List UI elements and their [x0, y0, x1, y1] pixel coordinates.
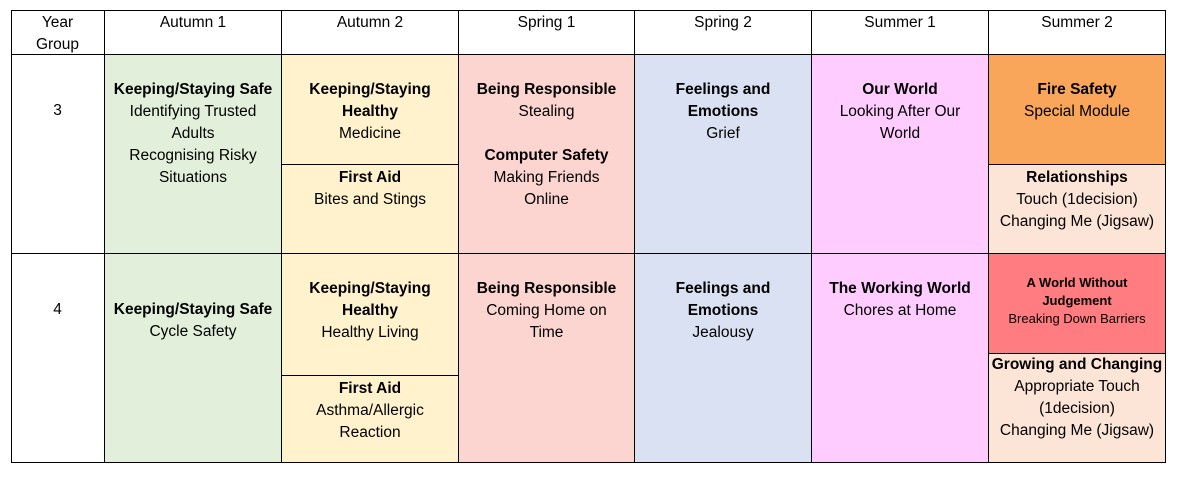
year-4-spring-2 — [635, 254, 812, 463]
header-summer-1 — [812, 10, 989, 55]
topic-title: Emotions — [687, 302, 759, 319]
topic-title: Fire Safety — [1037, 81, 1117, 98]
topic-line: Breaking Down Barriers — [1008, 311, 1146, 326]
topic-title: Keeping/Staying — [309, 81, 431, 98]
curriculum-table — [11, 10, 1166, 463]
topic-title: Feelings and — [675, 81, 771, 98]
year-4-autumn-2-top — [282, 254, 459, 376]
year-4-spring-1 — [459, 254, 635, 463]
topic-title: Judgement — [1042, 293, 1112, 308]
topic-title: Healthy — [342, 103, 398, 120]
topic-line: Healthy Living — [321, 324, 419, 341]
topic-line: Changing Me (Jigsaw) — [999, 422, 1155, 439]
topic-line: Medicine — [338, 125, 402, 142]
topic-title: Our World — [862, 81, 938, 98]
year-4-summer-2-top — [989, 254, 1166, 354]
year-3-summer-2-bottom — [989, 165, 1166, 254]
topic-title: Keeping/Staying Safe — [113, 301, 273, 318]
topic-line: Cycle Safety — [149, 323, 237, 340]
topic-line: Stealing — [518, 103, 575, 120]
topic-title: Being Responsible — [476, 280, 617, 297]
year-3-spring-2 — [635, 55, 812, 254]
topic-title: Relationships — [1026, 169, 1128, 186]
topic-line: Situations — [158, 169, 228, 186]
topic-line: Time — [529, 324, 564, 341]
year-4-autumn-2-bottom — [282, 376, 459, 463]
topic-line: Identifying Trusted — [129, 103, 257, 120]
year-4-autumn-1 — [105, 254, 282, 463]
topic-line: Adults — [171, 125, 215, 142]
topic-line: Chores at Home — [843, 302, 957, 319]
topic-line: Reaction — [339, 424, 401, 441]
year-3-autumn-1 — [105, 55, 282, 254]
topic-title: The Working World — [829, 280, 971, 297]
topic-line: Asthma/Allergic — [316, 402, 424, 419]
topic-line: Jealousy — [692, 324, 754, 341]
topic-line: Special Module — [1024, 103, 1130, 120]
topic-title: First Aid — [338, 380, 402, 397]
topic-title: Emotions — [687, 103, 759, 120]
topic-title: Growing and Changing — [991, 356, 1163, 373]
topic-line: Online — [524, 191, 569, 208]
topic-title: Keeping/Staying — [309, 280, 431, 297]
header-label: Summer 1 — [864, 14, 936, 31]
topic-line: (1decision) — [1039, 400, 1115, 417]
year-4-label: 4 — [11, 254, 105, 463]
topic-line: Recognising Risky — [129, 147, 257, 164]
topic-title: Being Responsible — [476, 81, 617, 98]
topic-title: Computer Safety — [484, 147, 609, 164]
topic-line: Looking After Our — [839, 103, 961, 120]
topic-title: First Aid — [338, 169, 402, 186]
header-summer-2 — [989, 10, 1166, 55]
topic-line: Bites and Stings — [313, 191, 426, 208]
topic-title: Feelings and — [675, 280, 771, 297]
header-spring-1 — [459, 10, 635, 55]
topic-line: Coming Home on — [486, 302, 607, 319]
year-3-summer-1 — [812, 55, 989, 254]
topic-title: Keeping/Staying Safe — [113, 81, 273, 98]
header-label: Autumn 1 — [159, 14, 227, 31]
year-3-autumn-2-top — [282, 55, 459, 165]
header-label: Spring 2 — [694, 14, 752, 31]
header-label: Spring 1 — [517, 14, 576, 31]
topic-line: Changing Me (Jigsaw) — [999, 213, 1155, 230]
year-4-summer-2-bottom — [989, 354, 1166, 463]
topic-title: Healthy — [342, 302, 398, 319]
topic-line: World — [879, 125, 921, 142]
header-label: Summer 2 — [1041, 14, 1113, 31]
header-autumn-2 — [282, 10, 459, 55]
topic-line: Appropriate Touch — [1014, 378, 1140, 395]
header-autumn-1 — [105, 10, 282, 55]
header-year-group: Year Group — [11, 10, 105, 55]
year-3-summer-2-top — [989, 55, 1166, 165]
topic-line: Making Friends — [493, 169, 600, 186]
year-3-label: 3 — [11, 55, 105, 254]
topic-line: Grief — [706, 125, 740, 142]
header-label: Autumn 2 — [336, 14, 404, 31]
year-4-summer-1 — [812, 254, 989, 463]
topic-line: Touch (1decision) — [1016, 191, 1138, 208]
header-spring-2 — [635, 10, 812, 55]
topic-title: A World Without — [1026, 275, 1128, 290]
year-3-autumn-2-bottom — [282, 165, 459, 254]
year-3-spring-1 — [459, 55, 635, 254]
